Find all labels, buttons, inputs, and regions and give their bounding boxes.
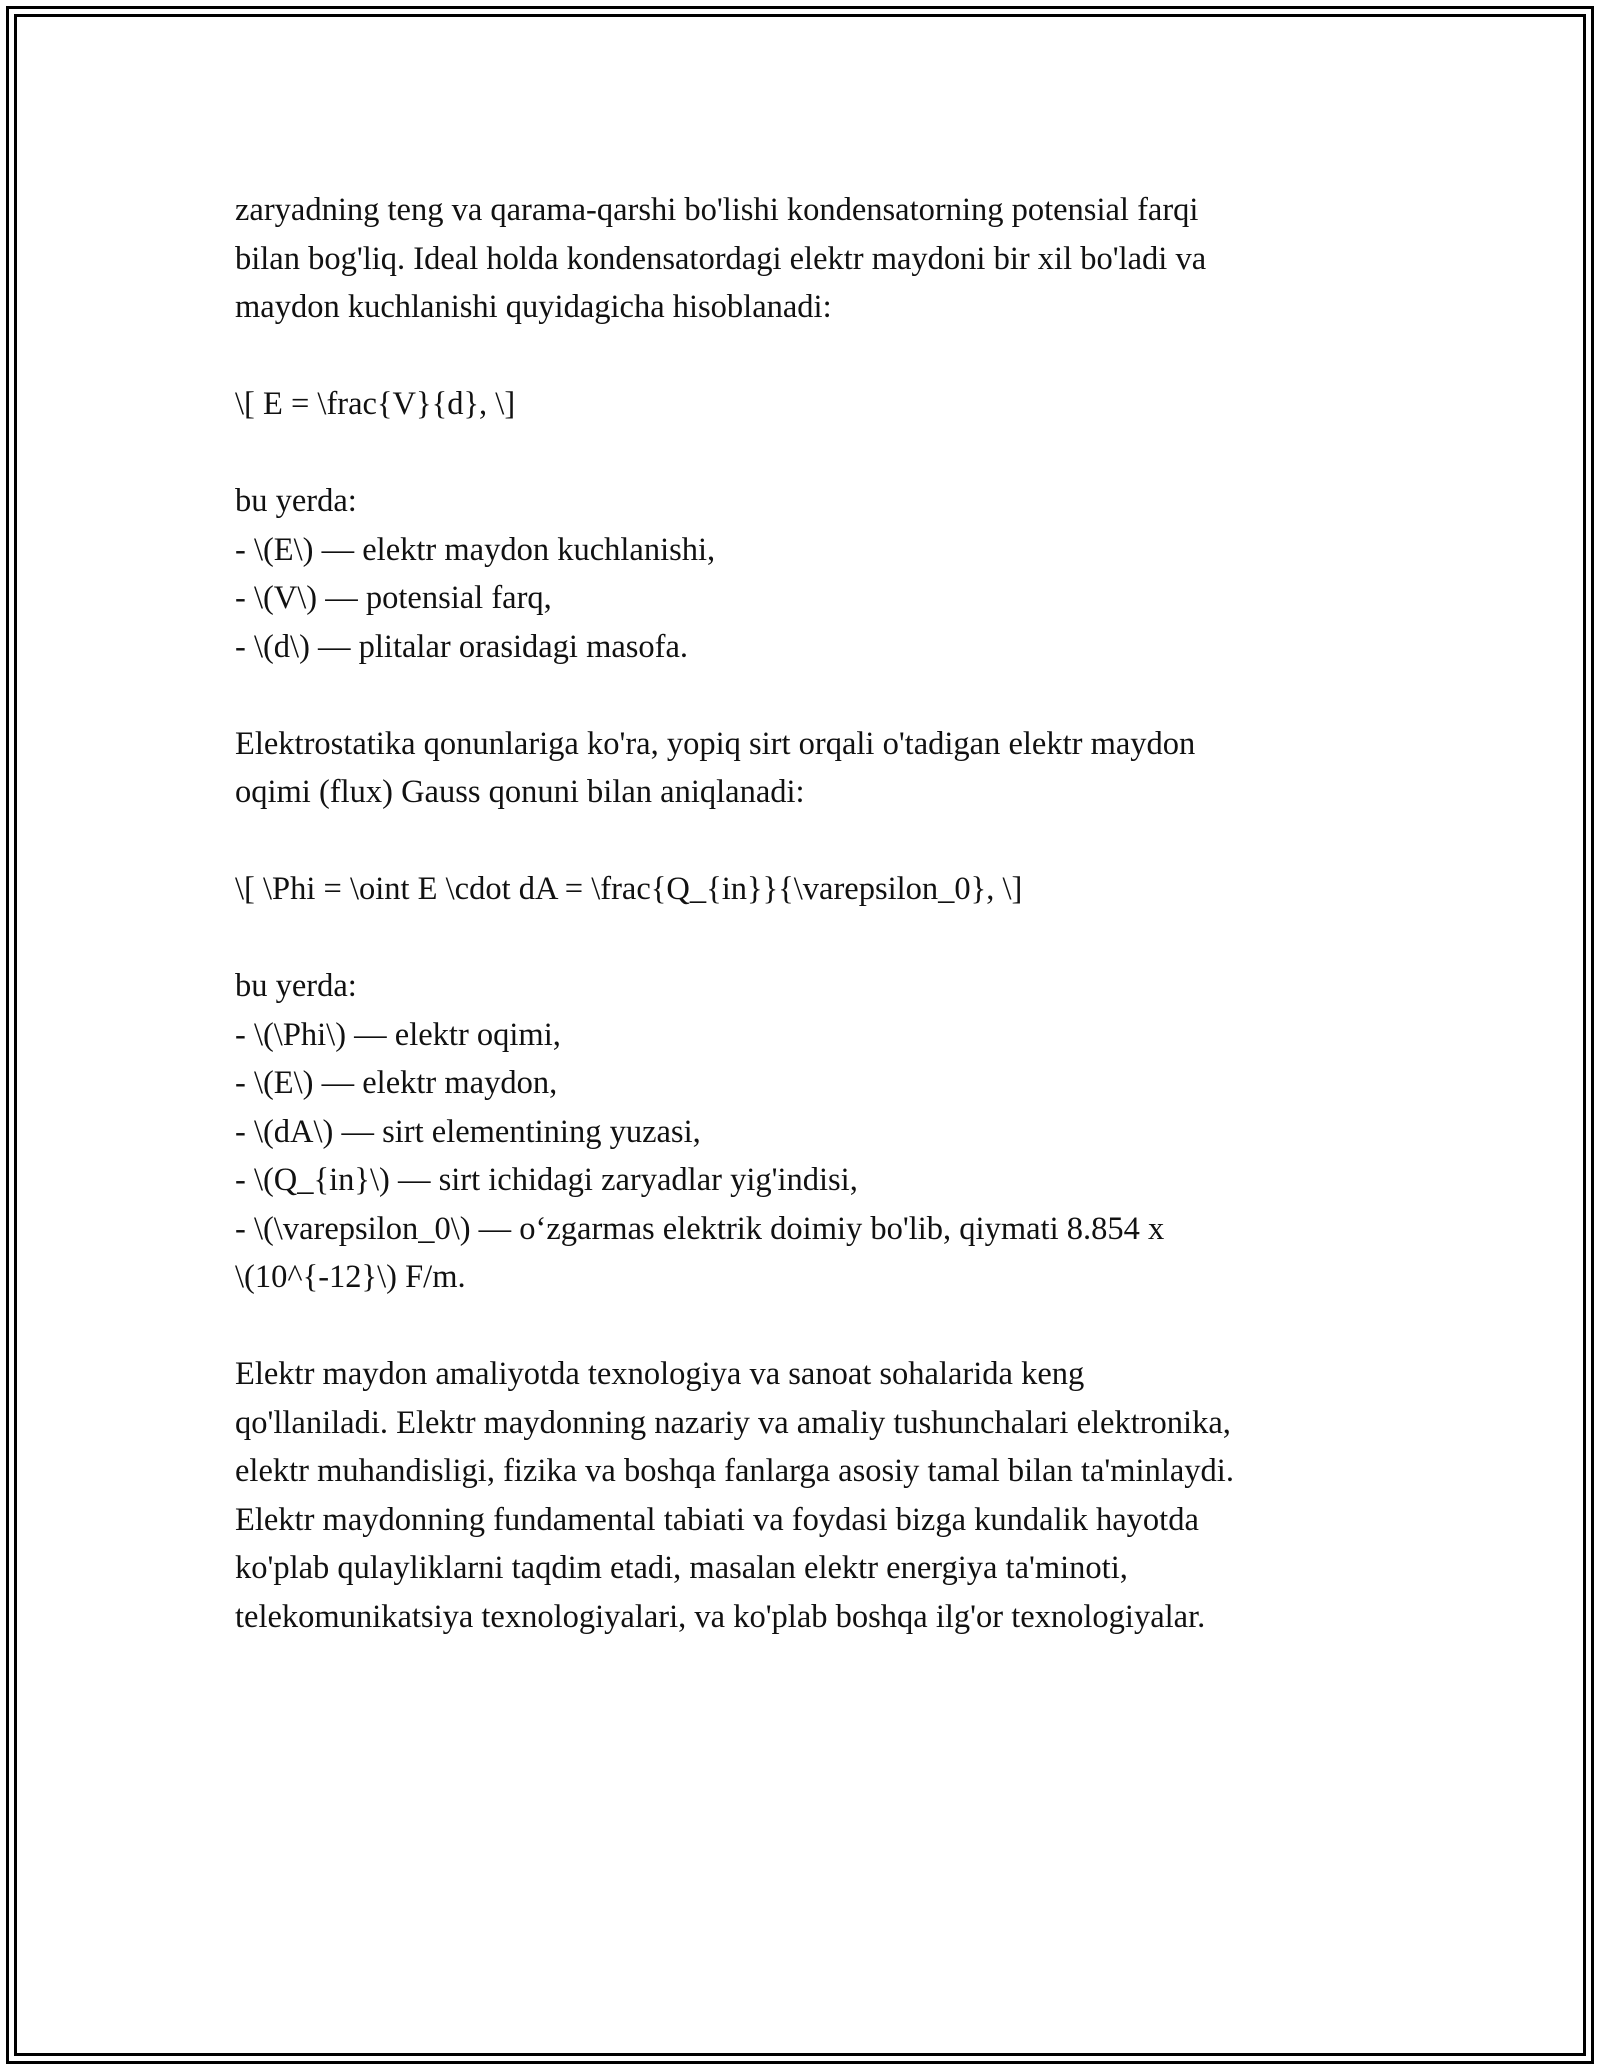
definitions-list-2 bbox=[235, 962, 1395, 1302]
paragraph-capacitor-field bbox=[235, 186, 1395, 332]
text-line: elektr muhandisligi, fizika va boshqa fanlarga asosiy tamal bilan ta'minlaydi. bbox=[235, 1453, 1234, 1489]
definition-item: - \(d\) — plitalar orasidagi masofa. bbox=[235, 628, 689, 665]
formula-field-strength bbox=[235, 380, 1395, 429]
paragraph-gap bbox=[235, 671, 1395, 720]
paragraph-gap bbox=[235, 817, 1395, 866]
text-line: telekomunikatsiya texnologiyalari, va ko'plab boshqa ilg'or texnologiyalar. bbox=[235, 1598, 1206, 1635]
formula-gauss-law bbox=[235, 865, 1395, 914]
paragraph-gauss-law bbox=[235, 720, 1395, 817]
definitions-heading: bu yerda: bbox=[235, 968, 357, 1004]
paragraph-gap bbox=[235, 429, 1395, 478]
definition-item: - \(E\) — elektr maydon kuchlanishi, bbox=[235, 531, 716, 568]
document-body bbox=[235, 186, 1395, 1641]
text-line: qo'llaniladi. Elektr maydonning nazariy va amaliy tushunchalari elektronika, bbox=[235, 1404, 1231, 1441]
definitions-heading: bu yerda: bbox=[235, 483, 357, 519]
text-line: zaryadning teng va qarama-qarshi bo'lishi kondensatorning potensial farqi bbox=[235, 192, 1199, 228]
text-line: oqimi (flux) Gauss qonuni bilan aniqlanadi: bbox=[235, 774, 805, 810]
paragraph-gap bbox=[235, 332, 1395, 381]
text-line: maydon kuchlanishi quyidagicha hisoblanadi: bbox=[235, 289, 832, 325]
definition-item: - \(\Phi\) — elektr oqimi, bbox=[235, 1016, 561, 1053]
text-line: ko'plab qulayliklarni taqdim etadi, masalan elektr energiya ta'minoti, bbox=[235, 1550, 1128, 1586]
definition-item: - \(dA\) — sirt elementining yuzasi, bbox=[235, 1113, 701, 1150]
text-line: bilan bog'liq. Ideal holda kondensatordagi elektr maydoni bir xil bo'ladi va bbox=[235, 240, 1207, 277]
definition-item: - \(E\) — elektr maydon, bbox=[235, 1065, 558, 1101]
text-line: Elektrostatika qonunlariga ko'ra, yopiq sirt orqali o'tadigan elektr maydon bbox=[235, 725, 1196, 762]
paragraph-gap bbox=[235, 1302, 1395, 1351]
definition-item: - \(\varepsilon_0\) — o‘zgarmas elektrik doimiy bo'lib, qiymati 8.854 x bbox=[235, 1210, 1165, 1247]
paragraph-applications bbox=[235, 1350, 1395, 1641]
definitions-list-1 bbox=[235, 477, 1395, 671]
formula-line: \[ E = \frac{V}{d}, \] bbox=[235, 386, 516, 422]
definition-item: - \(V\) — potensial farq, bbox=[235, 580, 552, 616]
text-line: Elektr maydon amaliyotda texnologiya va sanoat sohalarida keng bbox=[235, 1356, 1085, 1392]
definition-item: - \(Q_{in}\) — sirt ichidagi zaryadlar yig'indisi, bbox=[235, 1162, 858, 1198]
paragraph-gap bbox=[235, 914, 1395, 963]
definition-item-continued: \(10^{-12}\) F/m. bbox=[235, 1259, 466, 1295]
formula-line: \[ \Phi = \oint E \cdot dA = \frac{Q_{in}}{\varepsilon_0}, \] bbox=[235, 871, 1023, 907]
text-line: Elektr maydonning fundamental tabiati va foydasi bizga kundalik hayotda bbox=[235, 1501, 1199, 1538]
